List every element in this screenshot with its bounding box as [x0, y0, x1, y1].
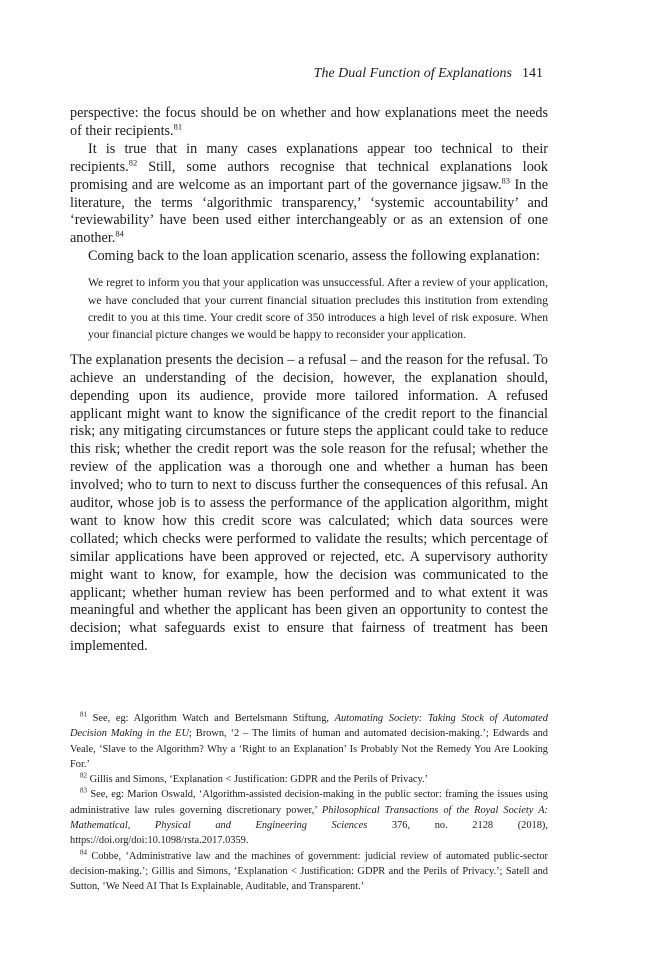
- paragraph-2-text-a: It is true that in many cases explanations appear too technical to their recipients.: [70, 140, 548, 175]
- footnote-84: [70, 849, 548, 895]
- page-number: 141: [522, 66, 543, 81]
- running-head: [300, 66, 543, 82]
- chapter-title: The Dual Function of Explanations: [313, 66, 512, 81]
- paragraph-2-text-c: In the literature, the terms ‘algorithmic transparency,’ ‘systemic accountability’ and ‘reviewability’ have been used either interchangeably or as an extension of one another.: [70, 176, 548, 247]
- footnote-ref-83: 83: [501, 174, 511, 185]
- footnote-number-81: 81: [80, 710, 87, 719]
- paragraph-2: [70, 141, 548, 248]
- footnote-81-text-a: See, eg: Algorithm Watch and Bertelsmann Stiftung,: [87, 713, 335, 724]
- footnote-ref-82: 82: [128, 156, 138, 167]
- footnote-84-text: Cobbe, ‘Administrative law and the machines of government: judicial review of automated public-sector decision-making.’; Gillis and Simons, ‘Explanation < Justification: GDPR and the Perils of Privacy.’; Satell and Sutton, ‘We Need AI That Is Explainable, Auditable, and Transparent.’: [70, 850, 548, 893]
- footnote-83-text-a: See, eg: Marion Oswald, ‘Algorithm-assisted decision-making in the public sector: framing the issues using administrative law rules governing discretionary power,’: [70, 789, 548, 816]
- footnote-83-text-b: 376, no. 2128 (2018), https://doi.org/doi:10.1098/rsta.2017.0359.: [70, 820, 548, 847]
- block-quote: We regret to inform you that your application was unsuccessful. After a review of your application, we have concluded that your current financial situation precludes this institution from extending credit to you at this time. Your credit score of 350 introduces a high level of risk exposure. When your financial picture changes we would be happy to reconsider your application.: [88, 276, 548, 342]
- paragraph-4: The explanation presents the decision – a refusal – and the reason for the refusal. To achieve an understanding of the decision, however, the explanation should, depending upon its audience, provide more tailored information. A refused applicant might want to know the significance of the credit report to the financial risk; any mitigating circumstances or future steps the applicant could take to reduce this risk; whether the credit report was the sole reason for the refusal; whether the review of the application was a thorough one and whether a human has been involved; who to turn to next to discuss further the consequences of this refusal. An auditor, whose job is to assess the performance of the application algorithm, might want to know how this credit score was calculated; which data sources were collated; which checks were performed to validate the results; which percentage of similar applications have been approved or rejected, etc. A supervisory authority might want to know, for example, how the decision was communicated to the applicant; whether human review has been performed and to what extent it was meaningful and whether the applicant has been given an opportunity to contest the decision; what safeguards exist to ensure that fairness of treatment has been implemented.: [70, 351, 548, 655]
- footnote-ref-84: 84: [115, 228, 124, 239]
- footnote-ref-81: 81: [173, 121, 183, 132]
- main-text: [70, 105, 548, 656]
- footnote-number-82: 82: [80, 771, 87, 780]
- paragraph-1-text: perspective: the focus should be on whether and how explanations meet the needs of their recipients.: [70, 105, 548, 139]
- footnotes: [70, 711, 548, 895]
- footnote-number-84: 84: [80, 848, 87, 857]
- footnote-81: [70, 711, 548, 772]
- footnote-82: [70, 772, 548, 787]
- paragraph-2-text-b: Still, some authors recognise that technical explanations look promising and are welcome as an important part of the governance jigsaw.: [70, 158, 548, 193]
- footnote-81-italic-title: Automating Society: Taking Stock of Automated Decision Making in the EU: [70, 713, 548, 740]
- paragraph-1: [70, 105, 548, 141]
- paragraph-3: Coming back to the loan application scenario, assess the following explanation:: [88, 248, 540, 265]
- footnote-82-text: Gillis and Simons, ‘Explanation < Justification: GDPR and the Perils of Privacy.’: [87, 774, 429, 786]
- footnote-81-text-b: ; Brown, ‘2 – The limits of human and automated decision-making.’; Edwards and Veale, ‘Slave to the Algorithm? Why a ‘Right to an Explanation’ Is Probably Not the Remedy You Are Looking For.’: [70, 728, 548, 770]
- footnote-83: [70, 787, 548, 848]
- footnote-number-83: 83: [80, 787, 87, 796]
- footnote-83-italic-journal: Philosophical Transactions of the Royal Society A: Mathematical, Physical and Engineering Sciences: [70, 804, 549, 832]
